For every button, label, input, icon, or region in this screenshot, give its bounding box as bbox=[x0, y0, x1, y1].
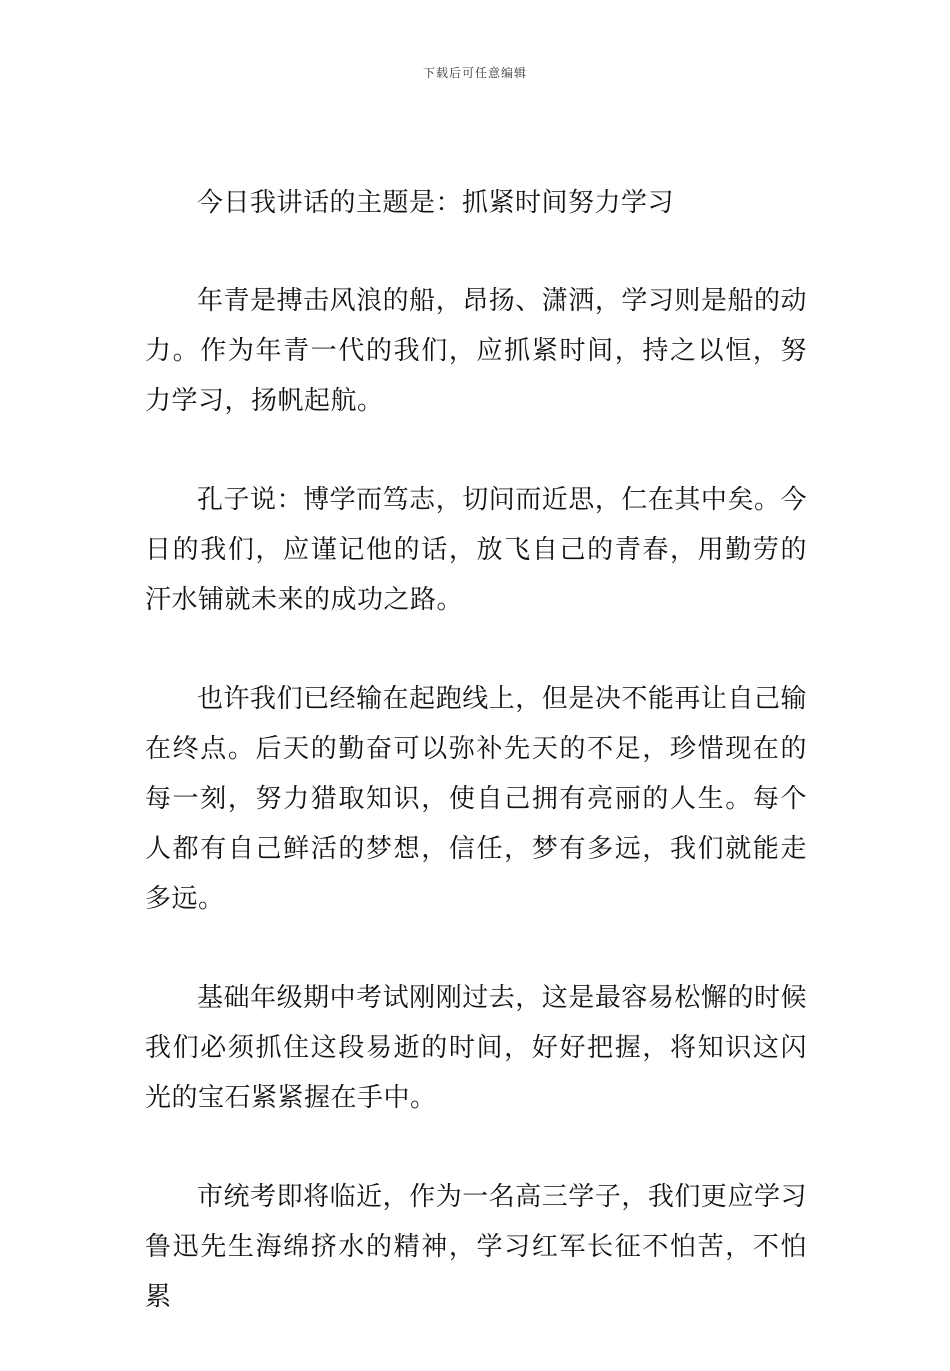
paragraph-3: 也许我们已经输在起跑线上，但是决不能再让自己输在终点。后天的勤奋可以弥补先天的不足，珍惜现在的每一刻，努力猎取知识，使自己拥有亮丽的人生。每个人都有自己鲜活的梦想，信任，梦有多远，我们就能走多远。 bbox=[145, 684, 807, 914]
paragraph-1: 年青是搏击风浪的船，昂扬、潇洒，学习则是船的动力。作为年青一代的我们，应抓紧时间，持之以恒，努力学习，扬帆起航。 bbox=[145, 286, 807, 416]
header-note: 下载后可任意编辑 bbox=[422, 66, 527, 80]
document-body bbox=[145, 178, 807, 1371]
paragraph-2: 孔子说：博学而笃志，切问而近思，仁在其中矣。今日的我们，应谨记他的话，放飞自己的青春，用勤劳的汗水铺就未来的成功之路。 bbox=[145, 485, 807, 615]
paragraph-4: 基础年级期中考试刚刚过去，这是最容易松懈的时候我们必须抓住这段易逝的时间，好好把握，将知识这闪光的宝石紧紧握在手中。 bbox=[145, 983, 807, 1113]
speech-title: 今日我讲话的主题是：抓紧时间努力学习 bbox=[197, 188, 675, 218]
paragraph-5: 市统考即将临近，作为一名高三学子，我们更应学习鲁迅先生海绵挤水的精神，学习红军长征不怕苦，不怕累 bbox=[145, 1182, 807, 1312]
